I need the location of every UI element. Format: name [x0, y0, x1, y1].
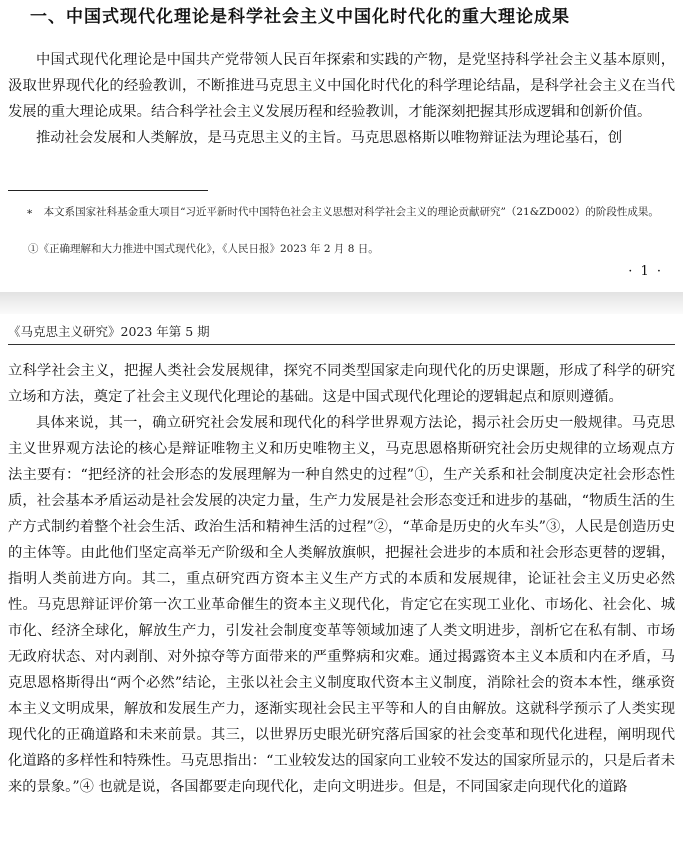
page-2	[0, 314, 683, 846]
page-gap	[0, 292, 683, 314]
page-1	[0, 0, 683, 292]
page-1-body	[0, 47, 683, 151]
paragraph: 具体来说，其一，确立研究社会发展和现代化的科学世界观方法论，揭示社会历史一般规律。马克思主义世界观方法论的核心是辩证唯物主义和历史唯物主义，马克思恩格斯研究社会历史规律的立场观点方法主要有：“把经济的社会形态的发展理解为一种自然史的过程”①，生产关系和社会制度决定社会形态性质，社会基本矛盾运动是社会发展的决定力量，生产力发展是社会形态变迁和进步的基础，“物质生活的生产方式制约着整个社会生活、政治生活和精神生活的过程”②，“革命是历史的火车头”③，人民是创造历史的主体等。由此他们坚定高举无产阶级和全人类解放旗帜，把握社会进步的本质和社会形态更替的逻辑，指明人类前进方向。其二，重点研究西方资本主义生产方式的本质和发展规律，论证社会主义历史必然性。马克思辩证评价第一次工业革命催生的资本主义现代化，肯定它在实现工业化、市场化、社会化、城市化、经济全球化，解放生产力，引发社会制度变革等领域加速了人类文明进步，剖析它在私有制、市场无政府状态、对内剥削、对外掠夺等方面带来的严重弊病和灾难。通过揭露资本主义本质和内在矛盾，马克思恩格斯得出“两个必然”结论，主张以社会主义制度取代资本主义制度，消除社会的资本本性，继承资本主义文明成果，解放和发展生产力，逐渐实现社会民主平等和人的自由解放。这就科学预示了人类实现现代化的正确道路和未来前景。其三，以世界历史眼光研究落后国家的社会变革和现代化进程，阐明现代化道路的多样性和特殊性。马克思指出：“工业较发达的国家向工业较不发达的国家所显示的，只是后者未来的景象。”④ 也就是说，各国都要走向现代化，走向文明进步。但是，不同国家走向现代化的道路	[8, 415, 675, 795]
paragraph: 推动社会发展和人类解放，是马克思主义的主旨。马克思恩格斯以唯物辩证法为理论基石，创	[36, 130, 623, 146]
running-head: 《马克思主义研究》2023 年第 5 期	[8, 324, 210, 339]
header-rule	[8, 344, 675, 345]
section-heading: 一、中国式现代化理论是科学社会主义中国化时代化的重大理论成果	[30, 7, 570, 27]
footnote-1: ①《正确理解和大力推进中国式现代化》，《人民日报》2023 年 2 月 8 日。	[28, 243, 379, 255]
footnote-funding: ∗ 本文系国家社科基金重大项目“习近平新时代中国特色社会主义思想对科学社会主义的理论贡献研究”（21&ZD002）的阶段性成果。	[26, 206, 659, 218]
footnote-divider	[8, 190, 208, 191]
paragraph-continuation: 立科学社会主义，把握人类社会发展规律，探究不同类型国家走向现代化的历史课题，形成了科学的研究立场和方法，奠定了社会主义现代化理论的基础。这是中国式现代化理论的逻辑起点和原则遵循。	[8, 363, 675, 405]
page-2-body	[0, 358, 683, 800]
page-number: · 1 ·	[628, 264, 663, 279]
paragraph: 中国式现代化理论是中国共产党带领人民百年探索和实践的产物，是党坚持科学社会主义基本原则，汲取世界现代化的经验教训，不断推进马克思主义中国化时代化的科学理论结晶，是科学社会主义在当代发展的重大理论成果。结合科学社会主义发展历程和经验教训，才能深刻把握其形成逻辑和创新价值。	[8, 52, 675, 120]
